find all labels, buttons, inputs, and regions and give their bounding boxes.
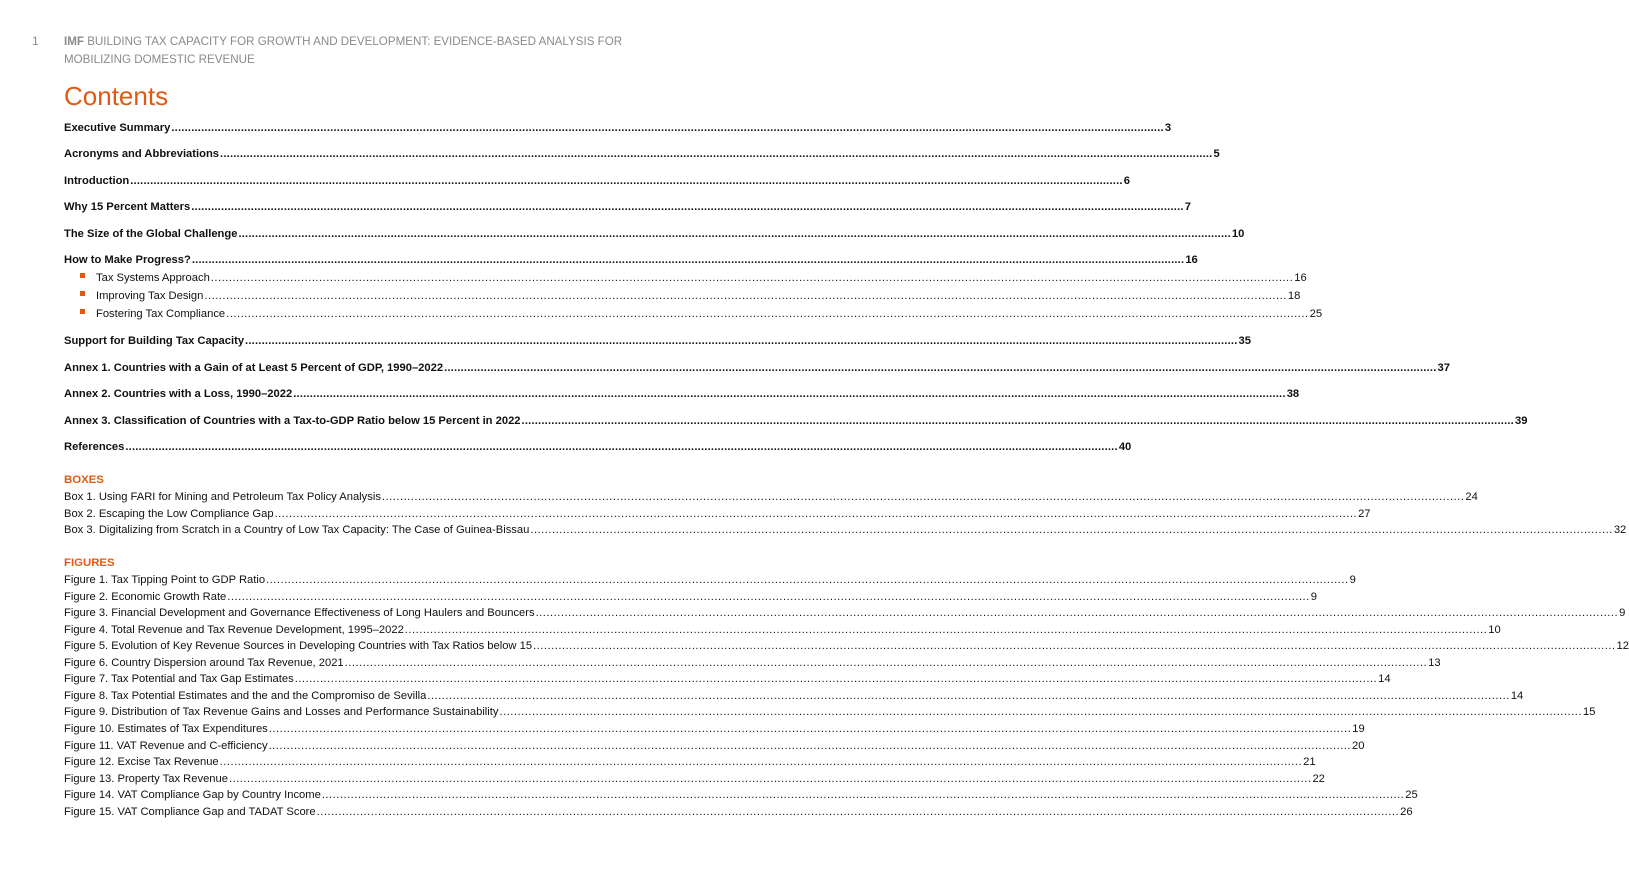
toc-entry-global-challenge[interactable]	[64, 225, 1245, 241]
running-header	[64, 33, 624, 69]
dot-leader: ............................................................................................................................................................................................................................................................................................................	[381, 491, 1465, 503]
toc-label: Acronyms and Abbreviations	[64, 148, 220, 160]
page-title: Contents	[64, 81, 169, 111]
toc-label: Figure 3. Financial Development and Governance Effectiveness of Long Haulers and Bouncers	[64, 607, 535, 619]
dot-leader: ............................................................................................................................................................................................................................................................................................................	[321, 789, 1405, 801]
box-entry-3[interactable]	[64, 521, 1627, 537]
bullet-icon	[80, 273, 85, 278]
figure-entry-11[interactable]	[64, 737, 1365, 753]
toc-entry-why-15-percent[interactable]	[64, 198, 1191, 214]
toc-page: 15	[1582, 706, 1596, 718]
toc-label: Figure 13. Property Tax Revenue	[64, 773, 228, 785]
toc-label: Tax Systems Approach	[96, 272, 210, 284]
toc-label: Figure 1. Tax Tipping Point to GDP Ratio	[64, 574, 266, 586]
toc-page: 25	[1405, 789, 1418, 801]
toc-label: Annex 2. Countries with a Loss, 1990–2022	[64, 388, 293, 400]
toc-label: Figure 15. VAT Compliance Gap and TADAT Score	[64, 806, 316, 818]
toc-page: 14	[1510, 690, 1524, 702]
dot-leader: ............................................................................................................................................................................................................................................................................................................	[220, 148, 1213, 160]
header-brand: IMF	[64, 35, 84, 48]
toc-page: 13	[1428, 657, 1441, 669]
figure-entry-9[interactable]	[64, 703, 1596, 719]
dot-leader: ............................................................................................................................................................................................................................................................................................................	[204, 290, 1287, 302]
figure-entry-6[interactable]	[64, 654, 1441, 670]
header-title: BUILDING TAX CAPACITY FOR GROWTH AND DEVELOPMENT: EVIDENCE-BASED ANALYSIS FOR MOBILIZING DOMESTIC REVENUE	[64, 35, 623, 66]
toc-page: 16	[1185, 254, 1198, 266]
dot-leader: ............................................................................................................................................................................................................................................................................................................	[533, 640, 1616, 652]
figure-entry-12[interactable]	[64, 753, 1316, 769]
box-entry-2[interactable]	[64, 505, 1371, 521]
toc-label: Support for Building Tax Capacity	[64, 335, 245, 347]
toc-entry-annex-1[interactable]	[64, 359, 1450, 375]
toc-entry-references[interactable]	[64, 438, 1132, 454]
dot-leader: ............................................................................................................................................................................................................................................................................................................	[316, 806, 1400, 818]
toc-page: 37	[1437, 362, 1450, 374]
toc-label: References	[64, 441, 125, 453]
toc-page: 40	[1118, 441, 1132, 453]
figure-entry-1[interactable]	[64, 571, 1356, 587]
toc-page: 35	[1238, 335, 1251, 347]
dot-leader: ............................................................................................................................................................................................................................................................................................................	[530, 524, 1613, 536]
dot-leader: ............................................................................................................................................................................................................................................................................................................	[226, 308, 1309, 320]
toc-page: 24	[1465, 491, 1478, 503]
toc-entry-introduction[interactable]	[64, 172, 1130, 188]
toc-page: 9	[1349, 574, 1356, 586]
toc-page: 10	[1488, 624, 1501, 636]
dot-leader: ............................................................................................................................................................................................................................................................................................................	[268, 723, 1352, 735]
dot-leader: ............................................................................................................................................................................................................................................................................................................	[191, 254, 1185, 266]
toc-entry-executive-summary[interactable]	[64, 119, 1172, 135]
boxes-heading: BOXES	[64, 474, 104, 486]
toc-label: Figure 9. Distribution of Tax Revenue Gains and Losses and Performance Sustainability	[64, 706, 499, 718]
toc-label: Figure 2. Economic Growth Rate	[64, 591, 227, 603]
bullet-icon	[80, 291, 85, 296]
dot-leader: ............................................................................................................................................................................................................................................................................................................	[125, 441, 1118, 453]
figure-entry-5[interactable]	[64, 637, 1629, 653]
figure-entry-4[interactable]	[64, 621, 1501, 637]
toc-entry-support-building-capacity[interactable]	[64, 332, 1251, 348]
toc-label: Box 2. Escaping the Low Compliance Gap	[64, 508, 274, 520]
toc-page: 22	[1312, 773, 1325, 785]
toc-entry-annex-3[interactable]	[64, 412, 1528, 428]
toc-label: Executive Summary	[64, 122, 171, 134]
toc-subentry-improving-tax-design[interactable]	[96, 287, 1301, 303]
toc-label: Figure 5. Evolution of Key Revenue Sources in Developing Countries with Tax Ratios below 15	[64, 640, 533, 652]
toc-page: 32	[1613, 524, 1627, 536]
toc-label: Improving Tax Design	[96, 290, 204, 302]
toc-page: 3	[1164, 122, 1172, 134]
dot-leader: ............................................................................................................................................................................................................................................................................................................	[344, 657, 1428, 669]
dot-leader: ............................................................................................................................................................................................................................................................................................................	[268, 740, 1352, 752]
toc-label: Box 3. Digitalizing from Scratch in a Country of Low Tax Capacity: The Case of Guinea-Bissau	[64, 524, 530, 536]
figure-entry-10[interactable]	[64, 720, 1365, 736]
figure-entry-14[interactable]	[64, 786, 1418, 802]
toc-label: Figure 11. VAT Revenue and C-efficiency	[64, 740, 268, 752]
dot-leader: ............................................................................................................................................................................................................................................................................................................	[444, 362, 1437, 374]
dot-leader: ............................................................................................................................................................................................................................................................................................................	[293, 388, 1286, 400]
dot-leader: ............................................................................................................................................................................................................................................................................................................	[191, 201, 1184, 213]
toc-page: 25	[1309, 308, 1323, 320]
dot-leader: ............................................................................................................................................................................................................................................................................................................	[228, 773, 1312, 785]
dot-leader: ............................................................................................................................................................................................................................................................................................................	[499, 706, 1582, 718]
dot-leader: ............................................................................................................................................................................................................................................................................................................	[130, 175, 1123, 187]
toc-label: Annex 1. Countries with a Gain of at Least 5 Percent of GDP, 1990–2022	[64, 362, 444, 374]
toc-page: 7	[1184, 201, 1191, 213]
dot-leader: ............................................................................................................................................................................................................................................................................................................	[227, 591, 1310, 603]
toc-label: Figure 10. Estimates of Tax Expenditures	[64, 723, 268, 735]
toc-entry-acronyms[interactable]	[64, 145, 1220, 161]
toc-page: 10	[1231, 228, 1245, 240]
dot-leader: ............................................................................................................................................................................................................................................................................................................	[219, 756, 1303, 768]
figure-entry-7[interactable]	[64, 670, 1391, 686]
toc-subentry-fostering-tax-compliance[interactable]	[96, 305, 1323, 321]
toc-page: 20	[1352, 740, 1365, 752]
toc-subentry-tax-systems-approach[interactable]	[96, 269, 1307, 285]
toc-page: 26	[1400, 806, 1413, 818]
bullet-icon	[80, 309, 85, 314]
toc-page: 19	[1352, 723, 1365, 735]
toc-page: 27	[1358, 508, 1371, 520]
toc-label: Figure 4. Total Revenue and Tax Revenue Development, 1995–2022	[64, 624, 404, 636]
toc-page: 14	[1378, 673, 1391, 685]
dot-leader: ............................................................................................................................................................................................................................................................................................................	[238, 228, 1231, 240]
toc-page: 9	[1310, 591, 1318, 603]
toc-label: Figure 7. Tax Potential and Tax Gap Estimates	[64, 673, 294, 685]
figure-entry-15[interactable]	[64, 803, 1413, 819]
toc-page: 6	[1123, 175, 1130, 187]
figure-entry-8[interactable]	[64, 687, 1524, 703]
dot-leader: ............................................................................................................................................................................................................................................................................................................	[427, 690, 1510, 702]
page-number: 1	[32, 34, 39, 48]
toc-label: Figure 14. VAT Compliance Gap by Country Income	[64, 789, 321, 801]
toc-page: 12	[1616, 640, 1629, 652]
dot-leader: ............................................................................................................................................................................................................................................................................................................	[274, 508, 1358, 520]
dot-leader: ............................................................................................................................................................................................................................................................................................................	[171, 122, 1164, 134]
toc-label: Figure 6. Country Dispersion around Tax Revenue, 2021	[64, 657, 344, 669]
toc-page: 9	[1619, 607, 1626, 619]
toc-page: 38	[1286, 388, 1300, 400]
toc-page: 21	[1303, 756, 1316, 768]
dot-leader: ............................................................................................................................................................................................................................................................................................................	[294, 673, 1378, 685]
figure-entry-3[interactable]	[64, 604, 1626, 620]
toc-label: Fostering Tax Compliance	[96, 308, 226, 320]
toc-page: 16	[1294, 272, 1307, 284]
figure-entry-2[interactable]	[64, 588, 1318, 604]
figures-heading: FIGURES	[64, 557, 115, 569]
toc-label: The Size of the Global Challenge	[64, 228, 238, 240]
toc-entry-how-to-make-progress[interactable]	[64, 251, 1198, 267]
toc-label: Introduction	[64, 175, 130, 187]
dot-leader: ............................................................................................................................................................................................................................................................................................................	[210, 272, 1294, 284]
dot-leader: ............................................................................................................................................................................................................................................................................................................	[266, 574, 1349, 586]
toc-label: Box 1. Using FARI for Mining and Petroleum Tax Policy Analysis	[64, 491, 381, 503]
toc-label: Annex 3. Classification of Countries with a Tax-to-GDP Ratio below 15 Percent in 2022	[64, 415, 521, 427]
dot-leader: ............................................................................................................................................................................................................................................................................................................	[521, 415, 1514, 427]
toc-page: 39	[1515, 415, 1528, 427]
toc-label: Figure 8. Tax Potential Estimates and the and the Compromiso de Sevilla	[64, 690, 427, 702]
toc-label: Figure 12. Excise Tax Revenue	[64, 756, 219, 768]
dot-leader: ............................................................................................................................................................................................................................................................................................................	[404, 624, 1488, 636]
toc-label: How to Make Progress?	[64, 254, 191, 266]
toc-label: Why 15 Percent Matters	[64, 201, 191, 213]
toc-entry-annex-2[interactable]	[64, 385, 1300, 401]
figure-entry-13[interactable]	[64, 770, 1325, 786]
toc-page: 18	[1287, 290, 1301, 302]
dot-leader: ............................................................................................................................................................................................................................................................................................................	[245, 335, 1238, 347]
dot-leader: ............................................................................................................................................................................................................................................................................................................	[535, 607, 1619, 619]
toc-page: 5	[1213, 148, 1220, 160]
box-entry-1[interactable]	[64, 488, 1478, 504]
